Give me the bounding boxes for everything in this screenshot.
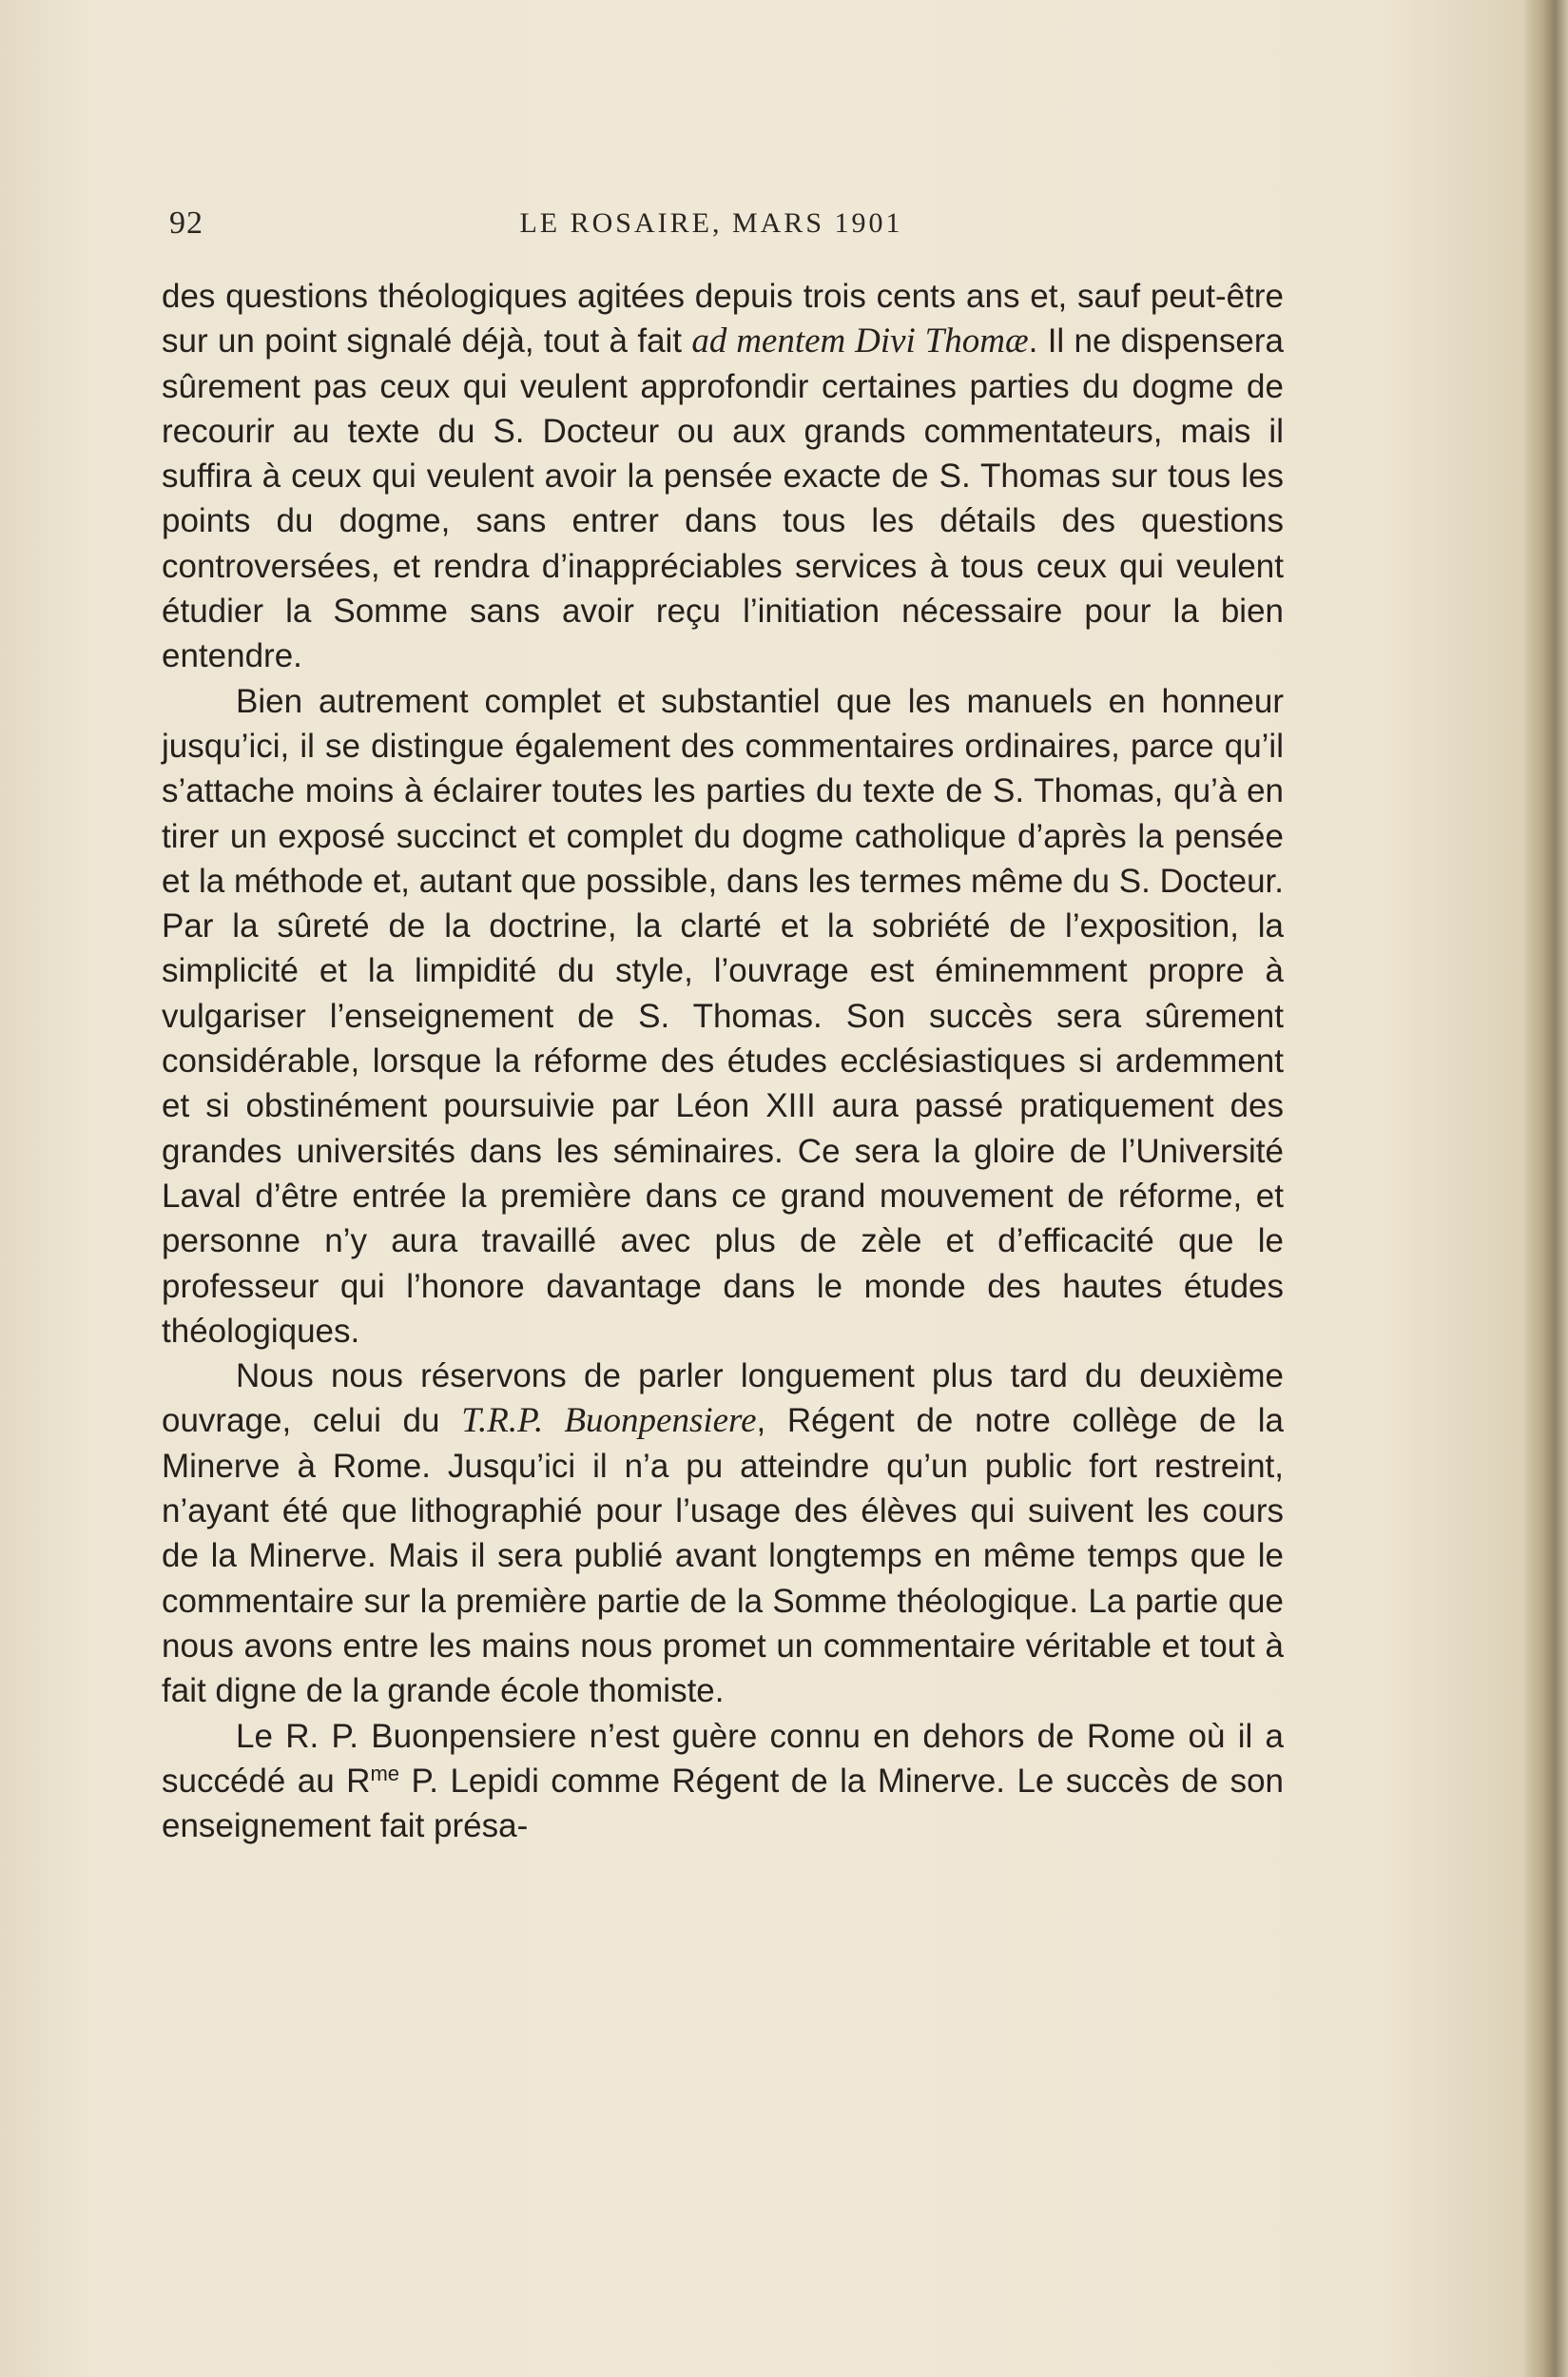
page-header [169,205,1253,253]
page-number: 92 [169,205,203,241]
text-run: Le R. P. Buonpensiere n’est guère connu en dehors de Rome où il a succédé au R [162,1717,1284,1800]
paragraph [162,679,1284,1354]
paragraph [162,274,1284,679]
text-run: . Il ne dispensera sûrement pas ceux qui veulent approfondir certaines parties du dogme de recourir au texte du S. Docteur ou aux grands commentateurs, mais il suffira à ceux qui veulent avoir la pensée exacte de S. Thomas sur tous les points du dogme, sans entrer dans tous les détails des questions controversées, et rendra d’inappréciables services à tous ceux qui veulent étudier la Somme sans avoir reçu l’initiation nécessaire pour la bien entendre. [162,322,1284,675]
running-title: LE ROSAIRE, MARS 1901 [519,207,903,239]
text-run: Bien autrement complet et substantiel que les manuels en honneur jusqu’ici, il se distingue également des commentaires ordinaires, parce qu’il s’attache moins à éclairer toutes les parties du texte de S. Thomas, qu’à en tirer un exposé succinct et complet du dogme catholique d’après la pensée et la méthode et, autant que possible, dans les termes même du S. Docteur. Par la sûreté de la doctrine, la clarté et la sobriété de l’exposition, la simplicité et la limpidité du style, l’ouvrage est éminemment propre à vulgariser l’enseignement de S. Thomas. Son succès sera sûrement considérable, lorsque la réforme des études ecclésiastiques si ardemment et si obstinément poursuivie par Léon XIII aura passé pratiquement des grandes universités dans les séminaires. Ce sera la gloire de l’Université Laval d’être entrée la première dans ce grand mouvement de réforme, et personne n’y aura travaillé avec plus de zèle et d’efficacité que le professeur qui l’honore davantage dans le monde des hautes études théologiques. [162,682,1284,1350]
text-run: des questions théologiques agitées depuis trois cents ans et, sauf peut-être sur un point signalé déjà, tout à fait [162,278,1284,360]
paragraph [162,1354,1284,1713]
superscript-text: me [370,1761,400,1785]
italic-text: ad mentem Divi Thomæ [691,321,1029,361]
paragraph [162,1714,1284,1849]
text-run: , Régent de notre collège de la Minerve à Rome. Jusqu’ici il n’a pu atteindre qu’un public fort restreint, n’ayant été que lithographié pour l’usage des élèves qui suivent les cours de la Minerve. Mais il sera publié avant longtemps en même temps que le commentaire sur la première partie de la Somme théologique. La partie que nous avons entre les mains nous promet un commentaire véritable et tout à fait digne de la grande école thomiste. [162,1402,1284,1710]
text-run: Nous nous réservons de parler longuement plus tard du deuxième ouvrage, celui du [162,1357,1284,1440]
italic-text: T.R.P. Buonpensiere [461,1401,757,1441]
page-edge [1525,0,1568,2377]
body-text [162,274,1284,1848]
text-run: P. Lepidi comme Régent de la Minerve. Le succès de son enseignement fait présa- [162,1762,1284,1845]
